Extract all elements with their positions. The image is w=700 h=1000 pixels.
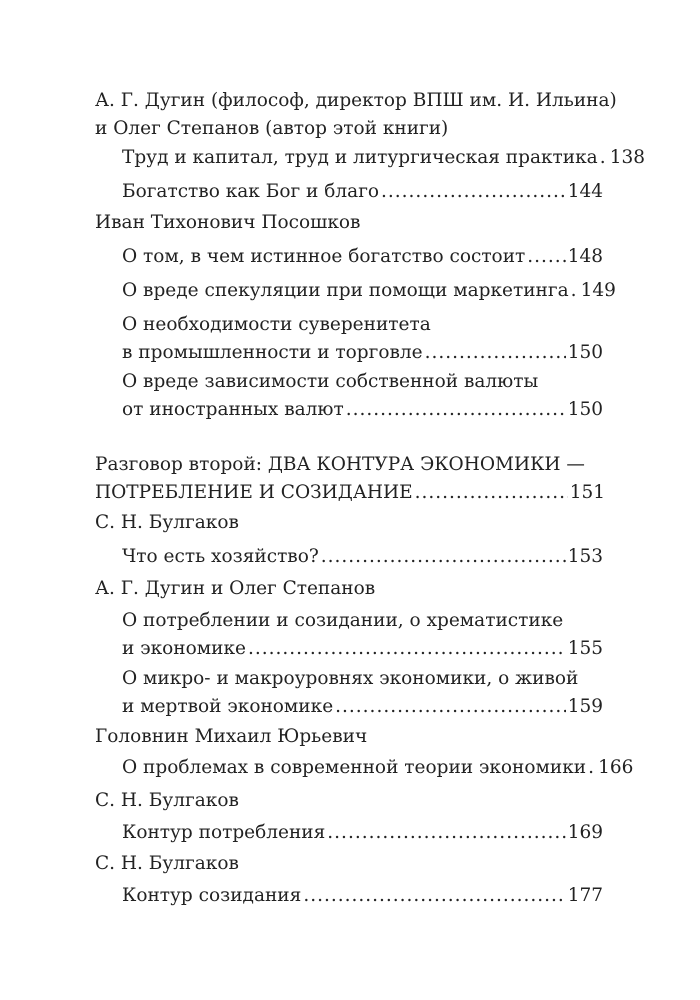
toc-entry-title: О том, в чем истинное богатство состоит: [122, 246, 526, 267]
toc-entry-title: Контур потребления: [122, 822, 326, 843]
toc-entry[interactable]: [122, 754, 634, 782]
leader-dots: [527, 243, 565, 271]
author-heading-line: Головнин Михаил Юрьевич: [95, 726, 368, 747]
toc-entry-title-line: О потреблении и созидании, о хрематистике: [122, 610, 564, 631]
toc-entry[interactable]: [122, 178, 603, 206]
toc-entry[interactable]: [122, 665, 603, 721]
leader-dots: [425, 339, 566, 367]
toc-entry-title: О вреде спекуляции при помощи маркетинга: [122, 280, 569, 301]
author-heading-line: С. Н. Булгаков: [95, 853, 239, 874]
leader-dots: [303, 882, 565, 910]
toc-entry[interactable]: [122, 368, 603, 424]
author-heading-dugin-stepanov-2: [95, 575, 605, 603]
part-heading-page: 151: [569, 482, 605, 503]
toc-entry-page: 169: [567, 822, 603, 843]
author-heading-bulgakov: [95, 509, 605, 537]
part-heading-line: ПОТРЕБЛЕНИЕ И СОЗИДАНИЕ: [95, 482, 413, 503]
toc-entry-title: О проблемах в современной теории экономики: [122, 757, 587, 778]
toc-entry-title: Труд и капитал, труд и литургическая практика: [122, 147, 598, 168]
leader-dots: [415, 479, 568, 507]
toc-entry-title-line: и экономике: [122, 638, 246, 659]
toc-entry-title-line: О вреде зависимости собственной валюты: [122, 371, 539, 392]
toc-entry-page: 138: [609, 147, 646, 168]
leader-dots: [381, 178, 566, 206]
toc-entry-title-line: от иностранных валют: [122, 399, 344, 420]
toc-entry-title: Контур созидания: [122, 885, 302, 906]
leader-dots: [600, 144, 608, 172]
toc-entry[interactable]: [122, 543, 603, 571]
toc-entry[interactable]: [122, 243, 603, 271]
toc-entry[interactable]: [122, 311, 603, 367]
toc-entry-page: 155: [567, 638, 603, 659]
toc-entry-page: 166: [598, 757, 634, 778]
toc-entry-page: 159: [567, 696, 603, 717]
author-heading-line: С. Н. Булгаков: [95, 790, 239, 811]
toc-entry-page: 150: [567, 342, 603, 363]
leader-dots: [346, 396, 566, 424]
toc-entry-title-line: О микро- и макроуровнях экономики, о живой: [122, 668, 579, 689]
leader-dots: [588, 754, 596, 782]
toc-entry-title: Что есть хозяйство?: [122, 546, 319, 567]
author-heading-line: Иван Тихонович Посошков: [95, 212, 361, 233]
author-heading-line: и Олег Степанов (автор этой книги): [95, 118, 449, 139]
toc-entry-page: 148: [567, 246, 603, 267]
author-heading-bulgakov: [95, 787, 605, 815]
toc-entry[interactable]: [122, 882, 603, 910]
author-heading-line: С. Н. Булгаков: [95, 512, 239, 533]
toc-entry-page: 153: [567, 546, 603, 567]
toc-entry-title-line: в промышленности и торговле: [122, 342, 423, 363]
author-heading-dugin-stepanov: [95, 87, 617, 143]
toc-entry[interactable]: [122, 819, 603, 847]
leader-dots: [321, 543, 566, 571]
author-heading-bulgakov: [95, 850, 605, 878]
toc-entry-page: 144: [567, 181, 603, 202]
toc-entry-page: 150: [567, 399, 603, 420]
toc-entry[interactable]: [122, 277, 616, 305]
toc-entry[interactable]: [122, 144, 646, 172]
author-heading-golovnin: [95, 723, 605, 751]
author-heading-line: А. Г. Дугин (философ, директор ВПШ им. И. Ильина): [95, 90, 617, 111]
part-heading[interactable]: [95, 451, 605, 507]
author-heading-line: А. Г. Дугин и Олег Степанов: [95, 578, 376, 599]
leader-dots: [327, 819, 565, 847]
toc-entry[interactable]: [122, 607, 603, 663]
toc-entry-title-line: и мертвой экономике: [122, 696, 334, 717]
toc-entry-title: Богатство как Бог и благо: [122, 181, 380, 202]
toc-entry-page: 177: [567, 885, 603, 906]
leader-dots: [248, 635, 566, 663]
part-heading-line: Разговор второй: ДВА КОНТУРА ЭКОНОМИКИ —: [95, 454, 585, 475]
leader-dots: [571, 277, 579, 305]
toc-entry-title-line: О необходимости суверенитета: [122, 314, 431, 335]
toc-entry-page: 149: [580, 280, 616, 301]
leader-dots: [335, 693, 566, 721]
author-heading-pososhkov: [95, 209, 605, 237]
